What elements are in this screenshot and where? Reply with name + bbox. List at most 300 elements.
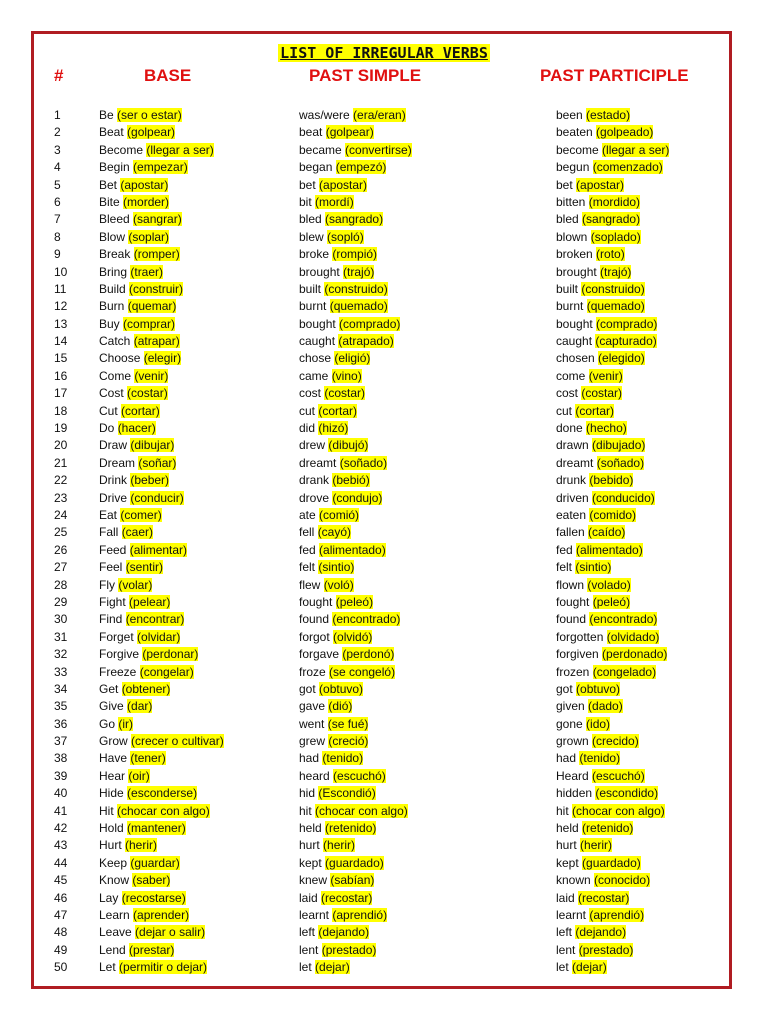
past-participle-translation: (comenzado) xyxy=(592,160,663,175)
past-simple-translation: (tenido) xyxy=(322,751,364,766)
past-simple-translation: (soñado) xyxy=(339,455,388,470)
base-translation: (herir) xyxy=(125,838,158,853)
past-simple-verb: hurt xyxy=(299,838,320,853)
base-translation: (romper) xyxy=(133,247,180,262)
past-participle-cell xyxy=(556,455,644,472)
past-simple-cell xyxy=(299,594,373,611)
past-simple-cell xyxy=(299,820,376,837)
past-participle-translation: (construido) xyxy=(581,281,645,296)
row-number-text: 32 xyxy=(54,647,68,662)
past-simple-verb: bought xyxy=(299,316,336,331)
past-simple-verb: let xyxy=(299,960,312,975)
table-row xyxy=(0,264,768,281)
past-simple-cell xyxy=(299,455,387,472)
past-simple-cell xyxy=(299,333,394,350)
row-number xyxy=(54,350,67,367)
past-simple-translation: (condujo) xyxy=(332,490,383,505)
past-participle-verb: forgiven xyxy=(556,647,599,662)
base-verb: Drink xyxy=(99,473,128,488)
base-verb: Build xyxy=(99,281,126,296)
past-participle-cell xyxy=(556,333,657,350)
past-simple-verb: felt xyxy=(299,560,316,575)
base-verb: Leave xyxy=(99,925,132,940)
past-participle-verb: laid xyxy=(556,890,575,905)
past-participle-verb: driven xyxy=(556,490,589,505)
base-verb: Fly xyxy=(99,577,115,592)
table-row xyxy=(0,942,768,959)
row-number xyxy=(54,524,67,541)
past-simple-cell xyxy=(299,890,372,907)
past-simple-verb: froze xyxy=(299,664,326,679)
past-participle-translation: (apostar) xyxy=(576,177,625,192)
base-cell xyxy=(99,629,180,646)
table-row xyxy=(0,785,768,802)
past-simple-translation: (peleó) xyxy=(335,594,374,609)
past-simple-cell xyxy=(299,750,363,767)
past-participle-cell xyxy=(556,350,645,367)
past-participle-translation: (aprendió) xyxy=(589,907,645,922)
row-number xyxy=(54,507,67,524)
row-number xyxy=(54,629,67,646)
past-simple-verb: ate xyxy=(299,507,316,522)
base-verb: Hurt xyxy=(99,838,122,853)
row-number-text: 17 xyxy=(54,386,68,401)
past-participle-cell xyxy=(556,472,633,489)
past-simple-verb: held xyxy=(299,821,322,836)
past-participle-translation: (perdonado) xyxy=(602,647,668,662)
base-verb: Hear xyxy=(99,768,126,783)
past-participle-cell xyxy=(556,820,633,837)
past-simple-verb: became xyxy=(299,142,342,157)
base-translation: (chocar con algo) xyxy=(117,803,210,818)
table-row xyxy=(0,646,768,663)
base-verb: Fight xyxy=(99,594,126,609)
past-participle-cell xyxy=(556,524,625,541)
past-participle-translation: (tenido) xyxy=(579,751,621,766)
past-participle-translation: (capturado) xyxy=(595,334,657,349)
row-number-text: 5 xyxy=(54,177,61,192)
row-number-text: 26 xyxy=(54,542,68,557)
past-simple-verb: beat xyxy=(299,125,323,140)
past-simple-translation: (alimentado) xyxy=(319,542,386,557)
past-participle-translation: (obtuvo) xyxy=(576,681,621,696)
past-participle-cell xyxy=(556,385,622,402)
base-cell xyxy=(99,577,152,594)
past-participle-translation: (alimentado) xyxy=(576,542,643,557)
past-participle-cell xyxy=(556,437,645,454)
past-simple-cell xyxy=(299,698,352,715)
past-participle-verb: broken xyxy=(556,247,593,262)
base-translation: (soplar) xyxy=(128,229,170,244)
past-simple-cell xyxy=(299,177,367,194)
base-translation: (volar) xyxy=(118,577,153,592)
base-translation: (olvidar) xyxy=(137,629,181,644)
page-title-text: LIST OF IRREGULAR VERBS xyxy=(280,44,488,62)
base-verb: Beat xyxy=(99,125,124,140)
row-number-text: 14 xyxy=(54,334,68,349)
past-participle-cell xyxy=(556,159,663,176)
base-cell xyxy=(99,698,152,715)
base-cell xyxy=(99,507,162,524)
table-row xyxy=(0,246,768,263)
past-simple-translation: (creció) xyxy=(328,734,369,749)
base-cell xyxy=(99,907,189,924)
row-number xyxy=(54,577,67,594)
past-simple-translation: (trajó) xyxy=(343,264,375,279)
base-verb: Feel xyxy=(99,560,123,575)
base-translation: (guardar) xyxy=(130,855,180,870)
past-simple-cell xyxy=(299,507,359,524)
row-number-text: 43 xyxy=(54,838,68,853)
past-participle-translation: (prestado) xyxy=(578,942,634,957)
base-cell xyxy=(99,855,180,872)
past-simple-verb: lent xyxy=(299,942,319,957)
past-participle-cell xyxy=(556,629,659,646)
row-number-text: 24 xyxy=(54,507,68,522)
table-row xyxy=(0,472,768,489)
past-participle-cell xyxy=(556,733,639,750)
row-number-text: 1 xyxy=(54,108,61,122)
past-participle-verb: come xyxy=(556,368,586,383)
row-number-text: 19 xyxy=(54,421,68,436)
past-simple-cell xyxy=(299,837,355,854)
past-simple-verb: fell xyxy=(299,525,315,540)
base-translation: (ser o estar) xyxy=(117,108,182,122)
past-simple-cell xyxy=(299,872,374,889)
past-participle-verb: cut xyxy=(556,403,573,418)
row-number-text: 33 xyxy=(54,664,68,679)
row-number xyxy=(54,107,61,124)
base-verb: Lay xyxy=(99,890,119,905)
past-simple-translation: (vino) xyxy=(331,368,362,383)
base-cell xyxy=(99,385,168,402)
past-simple-verb: hit xyxy=(299,803,312,818)
row-number xyxy=(54,368,67,385)
past-simple-translation: (retenido) xyxy=(325,821,377,836)
row-number-text: 34 xyxy=(54,681,68,696)
past-simple-verb: drove xyxy=(299,490,330,505)
past-participle-verb: begun xyxy=(556,160,590,175)
past-simple-translation: (sopló) xyxy=(327,229,364,244)
row-number xyxy=(54,281,66,298)
table-row xyxy=(0,420,768,437)
past-participle-cell xyxy=(556,281,645,298)
base-verb: Come xyxy=(99,368,132,383)
base-verb: Cost xyxy=(99,386,124,401)
table-row xyxy=(0,524,768,541)
past-simple-cell xyxy=(299,629,372,646)
table-row xyxy=(0,924,768,941)
base-translation: (costar) xyxy=(127,386,168,401)
base-translation: (dejar o salir) xyxy=(135,925,206,940)
base-cell xyxy=(99,803,210,820)
base-verb: Catch xyxy=(99,334,131,349)
row-number-text: 44 xyxy=(54,855,68,870)
base-translation: (congelar) xyxy=(139,664,194,679)
past-simple-verb: dreamt xyxy=(299,455,337,470)
past-participle-translation: (conducido) xyxy=(592,490,655,505)
row-number xyxy=(54,420,67,437)
row-number-text: 36 xyxy=(54,716,68,731)
past-participle-verb: done xyxy=(556,421,583,436)
base-verb: Break xyxy=(99,247,131,262)
past-participle-verb: drunk xyxy=(556,473,587,488)
base-verb: Hit xyxy=(99,803,114,818)
table-row xyxy=(0,368,768,385)
past-participle-verb: gone xyxy=(556,716,583,731)
base-translation: (empezar) xyxy=(133,160,188,175)
past-simple-translation: (rompió) xyxy=(332,247,378,262)
past-participle-cell xyxy=(556,298,645,315)
past-participle-verb: become xyxy=(556,142,599,157)
row-number-text: 3 xyxy=(54,142,61,157)
base-cell xyxy=(99,611,184,628)
base-translation: (crecer o cultivar) xyxy=(131,734,224,749)
base-verb: Drive xyxy=(99,490,128,505)
past-simple-verb: kept xyxy=(299,855,322,870)
row-number xyxy=(54,820,67,837)
past-participle-translation: (escuchó) xyxy=(592,768,645,783)
past-participle-verb: bought xyxy=(556,316,593,331)
past-participle-verb: hurt xyxy=(556,838,577,853)
past-participle-cell xyxy=(556,107,630,124)
past-simple-translation: (dejar) xyxy=(315,960,350,975)
past-participle-verb: left xyxy=(556,925,573,940)
base-translation: (golpear) xyxy=(127,125,176,140)
past-participle-verb: fed xyxy=(556,542,573,557)
base-cell xyxy=(99,542,187,559)
past-simple-translation: (prestado) xyxy=(321,942,377,957)
row-number xyxy=(54,750,67,767)
past-simple-translation: (construido) xyxy=(324,281,388,296)
past-participle-translation: (retenido) xyxy=(582,821,634,836)
past-participle-translation: (comprado) xyxy=(596,316,658,331)
past-simple-verb: drank xyxy=(299,473,330,488)
row-number xyxy=(54,211,61,228)
row-number-text: 29 xyxy=(54,594,68,609)
row-number-text: 40 xyxy=(54,786,68,801)
table-row xyxy=(0,229,768,246)
past-simple-verb: had xyxy=(299,751,320,766)
past-participle-translation: (golpeado) xyxy=(596,125,654,140)
past-simple-cell xyxy=(299,368,362,385)
past-simple-verb: went xyxy=(299,716,325,731)
base-cell xyxy=(99,403,160,420)
past-simple-cell xyxy=(299,142,412,159)
base-cell xyxy=(99,594,170,611)
past-participle-verb: grown xyxy=(556,734,589,749)
header-number: # xyxy=(54,66,64,85)
base-cell xyxy=(99,837,157,854)
past-simple-verb: laid xyxy=(299,890,318,905)
past-participle-translation: (caído) xyxy=(588,525,626,540)
past-simple-translation: (dió) xyxy=(328,699,353,714)
base-translation: (traer) xyxy=(130,264,164,279)
base-verb: Know xyxy=(99,873,130,888)
base-verb: Draw xyxy=(99,438,128,453)
past-participle-cell xyxy=(556,368,623,385)
past-participle-cell xyxy=(556,855,641,872)
row-number xyxy=(54,403,67,420)
row-number xyxy=(54,594,67,611)
past-simple-verb: came xyxy=(299,368,329,383)
past-participle-translation: (crecido) xyxy=(592,734,639,749)
table-row xyxy=(0,768,768,785)
row-number-text: 45 xyxy=(54,873,68,888)
row-number xyxy=(54,472,67,489)
past-simple-cell xyxy=(299,542,386,559)
row-number-text: 10 xyxy=(54,264,68,279)
base-translation: (elegir) xyxy=(143,351,182,366)
base-cell xyxy=(99,959,207,976)
row-number-text: 11 xyxy=(54,281,67,296)
base-translation: (sentir) xyxy=(125,560,164,575)
table-row xyxy=(0,403,768,420)
past-simple-verb: flew xyxy=(299,577,321,592)
past-participle-cell xyxy=(556,507,636,524)
row-number xyxy=(54,159,61,176)
row-number xyxy=(54,924,67,941)
past-participle-cell xyxy=(556,664,656,681)
past-participle-translation: (ido) xyxy=(586,716,611,731)
past-simple-translation: (cayó) xyxy=(317,525,352,540)
past-simple-verb: fought xyxy=(299,594,333,609)
past-participle-cell xyxy=(556,403,614,420)
base-cell xyxy=(99,159,188,176)
past-participle-verb: found xyxy=(556,612,587,627)
past-simple-cell xyxy=(299,350,370,367)
table-row xyxy=(0,577,768,594)
past-participle-cell xyxy=(556,264,631,281)
base-verb: Choose xyxy=(99,351,141,366)
base-cell xyxy=(99,420,156,437)
row-number-text: 23 xyxy=(54,490,68,505)
past-simple-cell xyxy=(299,924,369,941)
past-participle-translation: (hecho) xyxy=(586,421,627,436)
row-number-text: 31 xyxy=(54,629,68,644)
base-cell xyxy=(99,716,133,733)
past-participle-cell xyxy=(556,246,625,263)
past-participle-translation: (dado) xyxy=(588,699,623,714)
past-participle-cell xyxy=(556,716,610,733)
table-row xyxy=(0,681,768,698)
past-simple-cell xyxy=(299,716,368,733)
past-simple-cell xyxy=(299,681,363,698)
past-participle-translation: (encontrado) xyxy=(589,612,658,627)
past-simple-translation: (dejando) xyxy=(318,925,370,940)
past-simple-cell xyxy=(299,107,406,124)
past-simple-cell xyxy=(299,803,408,820)
base-cell xyxy=(99,785,197,802)
past-simple-verb: fed xyxy=(299,542,316,557)
past-simple-cell xyxy=(299,768,386,785)
past-participle-verb: been xyxy=(556,108,583,122)
past-participle-translation: (volado) xyxy=(587,577,631,592)
past-participle-cell xyxy=(556,768,645,785)
past-participle-cell xyxy=(556,490,655,507)
past-simple-cell xyxy=(299,611,400,628)
past-participle-translation: (venir) xyxy=(588,368,623,383)
past-participle-translation: (dibujado) xyxy=(592,438,646,453)
base-translation: (alimentar) xyxy=(129,542,188,557)
past-participle-verb: dreamt xyxy=(556,455,594,470)
row-number-text: 8 xyxy=(54,229,61,244)
past-simple-verb: bet xyxy=(299,177,316,192)
past-participle-verb: eaten xyxy=(556,507,587,522)
past-simple-translation: (Escondió) xyxy=(318,786,376,801)
past-simple-translation: (golpear) xyxy=(325,125,374,140)
past-simple-verb: grew xyxy=(299,734,326,749)
row-number xyxy=(54,872,67,889)
base-verb: Lend xyxy=(99,942,126,957)
base-cell xyxy=(99,350,181,367)
row-number xyxy=(54,907,67,924)
row-number-text: 28 xyxy=(54,577,68,592)
past-simple-translation: (recostar) xyxy=(321,890,373,905)
row-number-text: 15 xyxy=(54,351,68,366)
base-verb: Have xyxy=(99,751,128,766)
row-number xyxy=(54,385,67,402)
past-participle-translation: (peleó) xyxy=(592,594,631,609)
base-translation: (saber) xyxy=(132,873,171,888)
past-simple-cell xyxy=(299,733,368,750)
past-participle-cell xyxy=(556,542,643,559)
past-simple-verb: gave xyxy=(299,699,326,714)
past-participle-cell xyxy=(556,124,653,141)
row-number-text: 50 xyxy=(54,960,68,975)
base-verb: Become xyxy=(99,142,144,157)
past-simple-translation: (era/eran) xyxy=(353,108,406,122)
base-verb: Find xyxy=(99,612,123,627)
past-simple-translation: (eligió) xyxy=(334,351,371,366)
row-number xyxy=(54,855,67,872)
past-participle-translation: (sangrado) xyxy=(582,212,641,227)
past-simple-translation: (olvidó) xyxy=(333,629,373,644)
past-simple-translation: (se fué) xyxy=(327,716,369,731)
past-simple-verb: cost xyxy=(299,386,322,401)
base-translation: (oir) xyxy=(128,768,150,783)
past-participle-translation: (costar) xyxy=(581,386,623,401)
table-row xyxy=(0,855,768,872)
past-participle-verb: caught xyxy=(556,334,593,349)
past-simple-translation: (escuchó) xyxy=(333,768,386,783)
base-translation: (cortar) xyxy=(121,403,160,418)
base-verb: Forgive xyxy=(99,647,140,662)
table-row xyxy=(0,316,768,333)
past-participle-verb: given xyxy=(556,699,585,714)
past-simple-verb: found xyxy=(299,612,330,627)
past-simple-verb: did xyxy=(299,421,316,436)
row-number-text: 21 xyxy=(54,455,68,470)
past-participle-cell xyxy=(556,420,627,437)
verb-table xyxy=(0,107,768,977)
past-simple-verb: learnt xyxy=(299,907,330,922)
row-number xyxy=(54,437,67,454)
past-simple-translation: (aprendió) xyxy=(332,907,388,922)
past-participle-verb: had xyxy=(556,751,577,766)
past-simple-verb: heard xyxy=(299,768,330,783)
table-row xyxy=(0,455,768,472)
row-number xyxy=(54,229,61,246)
past-participle-verb: beaten xyxy=(556,125,593,140)
table-row xyxy=(0,629,768,646)
table-row xyxy=(0,142,768,159)
row-number xyxy=(54,716,67,733)
past-simple-cell xyxy=(299,942,376,959)
past-simple-verb: cut xyxy=(299,403,316,418)
past-simple-cell xyxy=(299,437,368,454)
past-participle-verb: kept xyxy=(556,855,579,870)
